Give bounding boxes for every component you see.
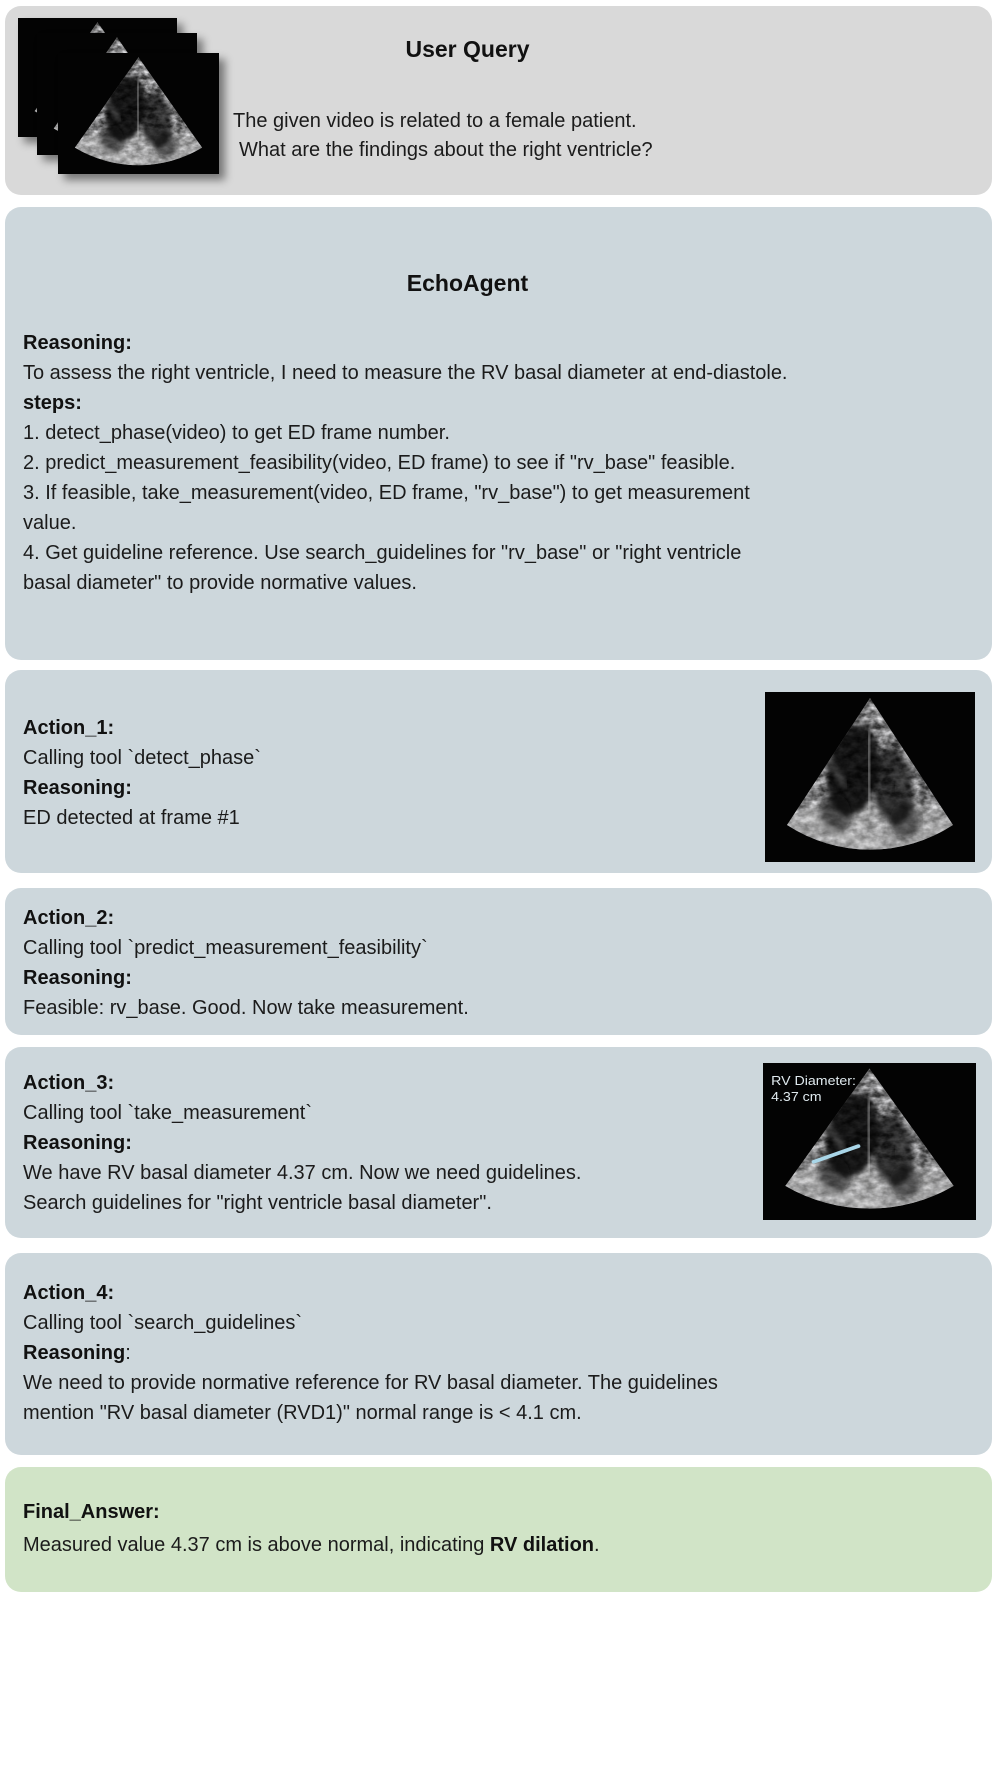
final-answer-text [23, 1496, 600, 1562]
step-line: basal diameter" to provide normative values. [23, 572, 417, 594]
action2-call: Calling tool `predict_measurement_feasibility` [23, 937, 428, 959]
rv-diameter-overlay-label: RV Diameter: [771, 1073, 856, 1089]
echoagent-reasoning [23, 328, 788, 598]
rv-diameter-overlay-value: 4.37 cm [771, 1089, 822, 1104]
action4-label: Action_4: [23, 1282, 115, 1304]
action4-call: Calling tool `search_guidelines` [23, 1312, 303, 1334]
action1-box [5, 670, 992, 873]
action1-label: Action_1: [23, 717, 115, 739]
final-answer-box [5, 1467, 992, 1592]
action1-call: Calling tool `detect_phase` [23, 747, 261, 769]
echoagent-title: EchoAgent [406, 270, 529, 296]
user-query-line-2: What are the findings about the right ventricle? [239, 139, 653, 161]
action4-box [5, 1253, 992, 1455]
reasoning-label: Reasoning: [23, 777, 132, 799]
action2-label: Action_2: [23, 907, 115, 929]
final-answer-highlight: RV dilation [489, 1534, 595, 1556]
final-answer-label: Final_Answer: [23, 1501, 160, 1523]
action4-text [23, 1278, 718, 1428]
echo-ultrasound-icon [765, 692, 975, 862]
steps-label: steps: [23, 392, 82, 414]
user-query-box [5, 6, 992, 195]
action3-reasoning-line: Search guidelines for "right ventricle basal diameter". [23, 1192, 492, 1214]
action1-text [23, 713, 261, 833]
action4-reasoning-line: We need to provide normative reference for RV basal diameter. The guidelines [23, 1372, 718, 1394]
action3-reasoning-line: We have RV basal diameter 4.37 cm. Now we need guidelines. [23, 1162, 582, 1184]
action2-text [23, 903, 469, 1023]
action3-label: Action_3: [23, 1072, 115, 1094]
action1-reasoning-line: ED detected at frame #1 [23, 807, 240, 829]
action4-reasoning-line: mention "RV basal diameter (RVD1)" normal range is < 4.1 cm. [23, 1402, 582, 1424]
echo-ultrasound-icon [58, 53, 219, 174]
action3-box [5, 1047, 992, 1238]
action2-reasoning-line: Feasible: rv_base. Good. Now take measurement. [23, 997, 469, 1019]
user-query-title: User Query [405, 36, 530, 62]
reasoning-label: Reasoning: [23, 1132, 132, 1154]
action3-text [23, 1068, 581, 1218]
step-line: 4. Get guideline reference. Use search_guidelines for "rv_base" or "right ventricle [23, 542, 742, 564]
echoagent-box [5, 207, 992, 660]
echo-thumbnail-front [58, 53, 219, 174]
user-query-line-1: The given video is related to a female patient. [233, 110, 637, 132]
step-line: 1. detect_phase(video) to get ED frame number. [23, 422, 450, 444]
action1-echo-image [765, 692, 975, 862]
action2-box [5, 888, 992, 1035]
action3-measurement-image [763, 1063, 976, 1220]
step-line: value. [23, 512, 77, 534]
reasoning-label: Reasoning: [23, 332, 132, 354]
final-answer-sentence: Measured value 4.37 cm is above normal, indicating RV dilation. [23, 1534, 600, 1556]
reasoning-label: Reasoning: [23, 967, 132, 989]
echo-ultrasound-measured-icon [763, 1063, 976, 1220]
reasoning-text: To assess the right ventricle, I need to measure the RV basal diameter at end-diastole. [23, 362, 788, 384]
reasoning-label: Reasoning: [23, 1342, 131, 1364]
user-query-text [233, 107, 653, 165]
step-line: 2. predict_measurement_feasibility(video, ED frame) to see if "rv_base" feasible. [23, 452, 736, 474]
action3-call: Calling tool `take_measurement` [23, 1102, 313, 1124]
step-line: 3. If feasible, take_measurement(video, ED frame, "rv_base") to get measurement [23, 482, 750, 504]
